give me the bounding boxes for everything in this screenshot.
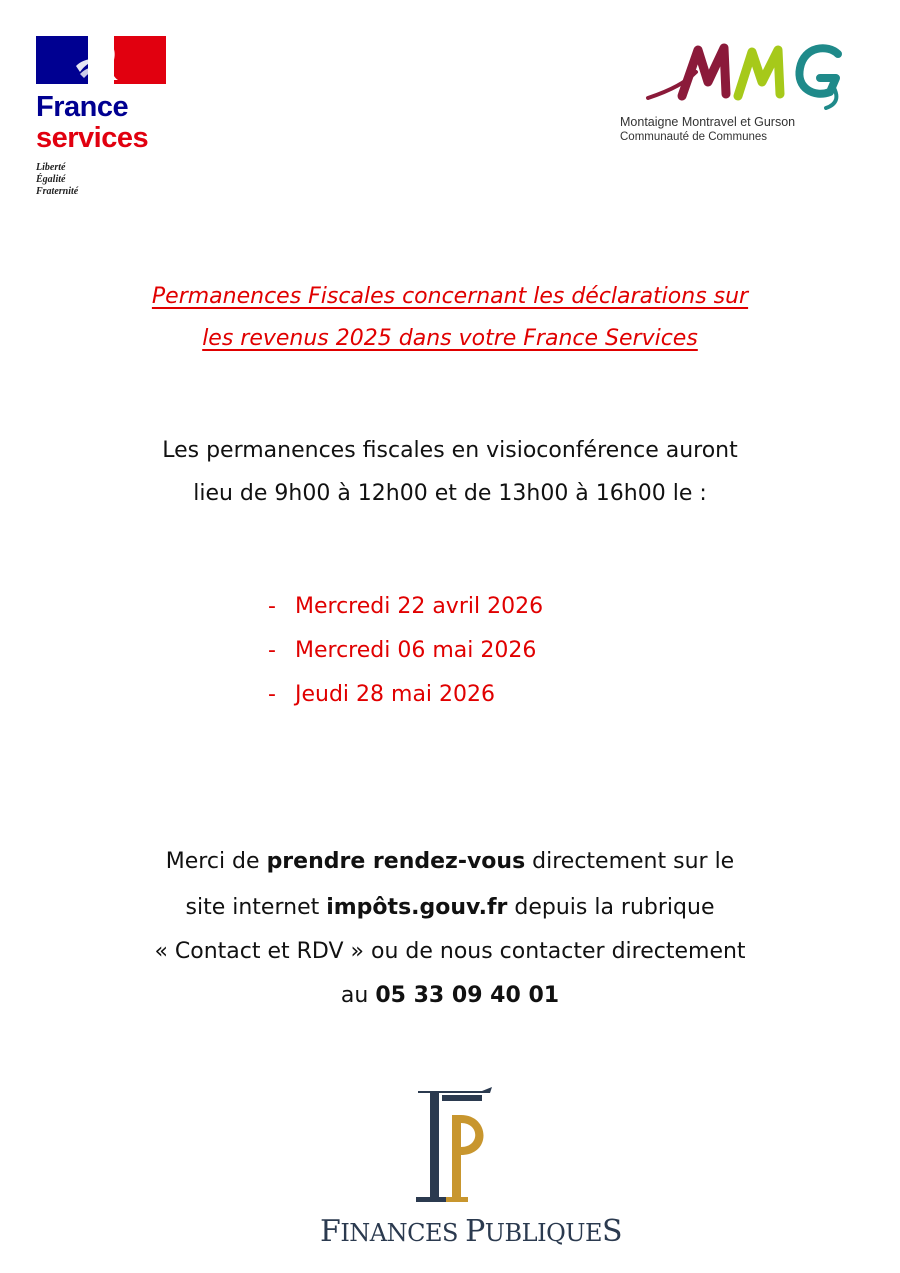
- page-title-line-2: les revenus 2025 dans votre France Services: [202, 326, 698, 351]
- france-services-word-services: services: [36, 122, 149, 154]
- contact-line-2: [0, 895, 900, 920]
- contact-text: Merci de: [165, 849, 267, 874]
- contact-text: site internet: [185, 895, 327, 920]
- contact-line-4: [0, 983, 900, 1008]
- finances-publiques-wordmark: [320, 1214, 623, 1249]
- list-bullet: -: [268, 682, 276, 707]
- mmg-subtitle-line: Communauté de Communes: [620, 131, 768, 143]
- contact-line-3: « Contact et RDV » ou de nous contacter directement: [154, 939, 746, 964]
- french-flag-marianne-icon: [36, 36, 166, 84]
- mmg-logo: [612, 38, 872, 148]
- date-list-item: [268, 594, 543, 619]
- finances-publiques-logo: [320, 1080, 623, 1250]
- date-list-item: [268, 682, 495, 707]
- date-text: Mercredi 22 avril 2026: [295, 594, 544, 619]
- list-bullet: -: [268, 638, 276, 663]
- date-text: Jeudi 28 mai 2026: [295, 682, 496, 707]
- contact-text: depuis la rubrique: [507, 895, 715, 920]
- contact-text: au: [340, 983, 376, 1008]
- phone-number: 05 33 09 40 01: [375, 983, 560, 1008]
- wordmark-cap: S: [601, 1214, 623, 1249]
- mmg-name-line: Montaigne Montravel et Gurson: [620, 115, 796, 129]
- motto-egalite: Égalité: [36, 174, 66, 185]
- intro-line-2: lieu de 9h00 à 12h00 et de 13h00 à 16h00 le :: [193, 481, 707, 506]
- mmg-letters-icon: [642, 38, 872, 110]
- website-name: impôts.gouv.fr: [326, 895, 508, 920]
- fp-monogram-icon: [412, 1085, 498, 1205]
- contact-line-1: [0, 849, 900, 874]
- motto-liberte: Liberté: [36, 162, 66, 173]
- wordmark-text: INANCES: [340, 1219, 466, 1247]
- contact-text: directement sur le: [525, 849, 735, 874]
- date-text: Mercredi 06 mai 2026: [295, 638, 537, 663]
- france-services-logo: [36, 36, 176, 201]
- motto-fraternite: Fraternité: [36, 186, 79, 197]
- list-bullet: -: [268, 594, 276, 619]
- wordmark-cap: F: [320, 1214, 341, 1249]
- wordmark-cap: P: [465, 1214, 485, 1249]
- page-title-line-1: Permanences Fiscales concernant les déclarations sur: [151, 284, 749, 309]
- wordmark-text: UBLIQUE: [484, 1219, 602, 1247]
- appointment-emphasis: prendre rendez-vous: [266, 849, 526, 874]
- intro-line-1: Les permanences fiscales en visioconférence auront: [162, 438, 738, 463]
- france-services-word-france: France: [36, 91, 129, 123]
- date-list-item: [268, 638, 536, 663]
